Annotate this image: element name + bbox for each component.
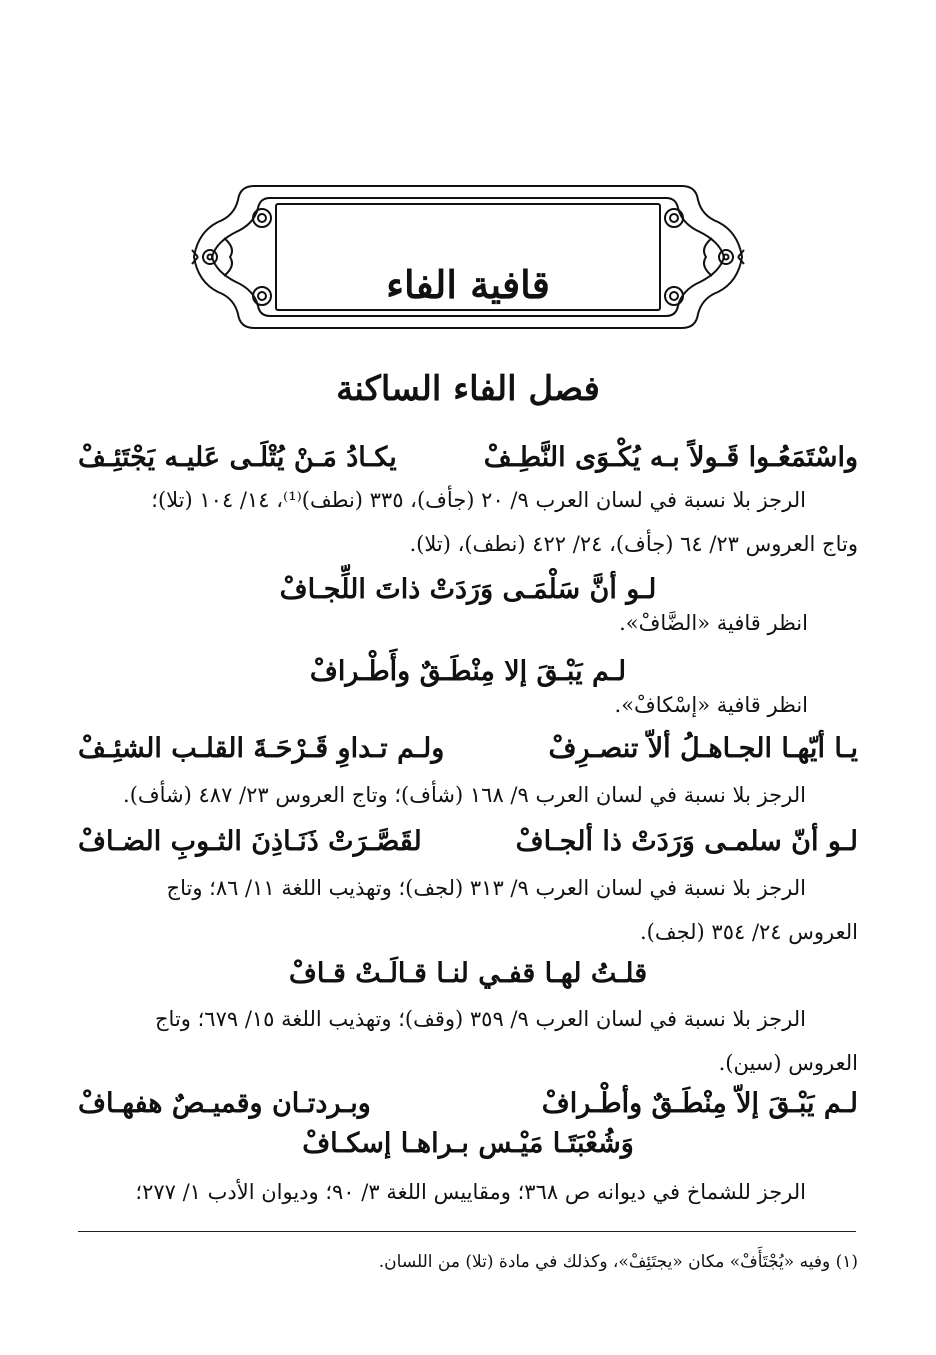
verse-5 bbox=[78, 823, 858, 861]
verse-2: لـو أنَّ سَلْمَـى وَرَدَتْ ذاتَ اللِّجـافْ bbox=[279, 574, 657, 605]
verse-7-continuation: وَشُعْبَتَـا مَيْـس بـراهـا إسكـافْ bbox=[302, 1128, 634, 1159]
note-2-line-1: الرجز بلا نسبة في لسان العرب ٩/ ١٦٨ (شأف)؛ وتاج العروس ٢٣/ ٤٨٧ (شأف). bbox=[123, 783, 806, 807]
verse-7-second-hemistich: وبـردتـان وقميـصٌ هفهـافْ bbox=[78, 1088, 371, 1119]
verse-1-second-hemistich: يكـادُ مَـنْ يُتْلَـى عَليـه يَجْتَئِـفْ bbox=[78, 442, 397, 473]
ornamental-frame-icon bbox=[190, 182, 746, 332]
note-2 bbox=[78, 773, 858, 817]
note-4 bbox=[78, 997, 858, 1085]
verse-6: قلـتُ لهـا قفـي لنـا قـالَـتْ قـافْ bbox=[288, 958, 648, 989]
section-title: فصل الفاء الساكنة bbox=[336, 369, 600, 409]
verse-3: لـم يَبْـقَ إلا مِنْطَـقٌ وأَطْـرافْ bbox=[309, 656, 627, 687]
note-3-line-1: الرجز بلا نسبة في لسان العرب ٩/ ٣١٣ (لجف)؛ وتهذيب اللغة ١١/ ٨٦؛ وتاج bbox=[166, 876, 806, 900]
footnote: (١) وفيه «يُجْتَأَفْ» مكان «يجتَئِفْ»، وكذلك في مادة (تلا) من اللسان. bbox=[378, 1252, 858, 1272]
note-1-line-2: وتاج العروس ٢٣/ ٦٤ (جأف)، ٢٤/ ٤٢٢ (نطف)، (تلا). bbox=[409, 532, 858, 556]
cross-reference-1: انظر قافية «الضَّافْ». bbox=[619, 611, 808, 635]
title-frame bbox=[190, 182, 746, 332]
verse-5-first-hemistich: لـو أنّ سلمـى وَرَدَتْ ذا ألجـافْ bbox=[515, 826, 858, 857]
cross-reference-2: انظر قافية «إسْكافْ». bbox=[614, 693, 808, 717]
verse-4 bbox=[78, 730, 858, 768]
note-3-line-2: العروس ٢٤/ ٣٥٤ (لجف). bbox=[639, 920, 858, 944]
verse-5-second-hemistich: لقَصَّـرَتْ ذَنَـاذِنَ الثـوبِ الضـافْ bbox=[78, 826, 422, 857]
note-3 bbox=[78, 866, 858, 954]
verse-7-first-hemistich: لـم يَبْـقَ إلاّ مِنْطَـقٌ وأطْـرافْ bbox=[541, 1088, 858, 1119]
verse-4-first-hemistich: يـا أيّهـا الجـاهـلُ ألاّ تنصـرِفْ bbox=[548, 733, 858, 764]
verse-7 bbox=[78, 1085, 858, 1123]
verse-4-second-hemistich: ولـم تـداوِ قَـرْحَـةَ القلـب الشئِـفْ bbox=[78, 733, 445, 764]
rhyme-title: قافية الفاء bbox=[386, 262, 550, 307]
note-4-line-1: الرجز بلا نسبة في لسان العرب ٩/ ٣٥٩ (وقف)؛ وتهذيب اللغة ١٥/ ٦٧٩؛ وتاج bbox=[155, 1007, 806, 1031]
note-5-line-1: الرجز للشماخ في ديوانه ص ٣٦٨؛ ومقاييس اللغة ٣/ ٩٠؛ وديوان الأدب ١/ ٢٧٧؛ bbox=[135, 1180, 806, 1204]
note-1 bbox=[78, 478, 858, 566]
verse-1 bbox=[78, 439, 858, 477]
note-5 bbox=[78, 1170, 858, 1214]
note-1-line-1: الرجز بلا نسبة في لسان العرب ٩/ ٢٠ (جأف)، ٣٣٥ (نطف)⁽¹⁾، ١٤/ ١٠٤ (تلا)؛ bbox=[151, 488, 806, 512]
footnote-separator bbox=[78, 1231, 856, 1232]
note-4-line-2: العروس (سين). bbox=[718, 1051, 858, 1075]
verse-1-first-hemistich: واسْتَمَعُـوا قَـولاً بـه يُكْـوَى النَّطِـفْ bbox=[483, 442, 858, 473]
